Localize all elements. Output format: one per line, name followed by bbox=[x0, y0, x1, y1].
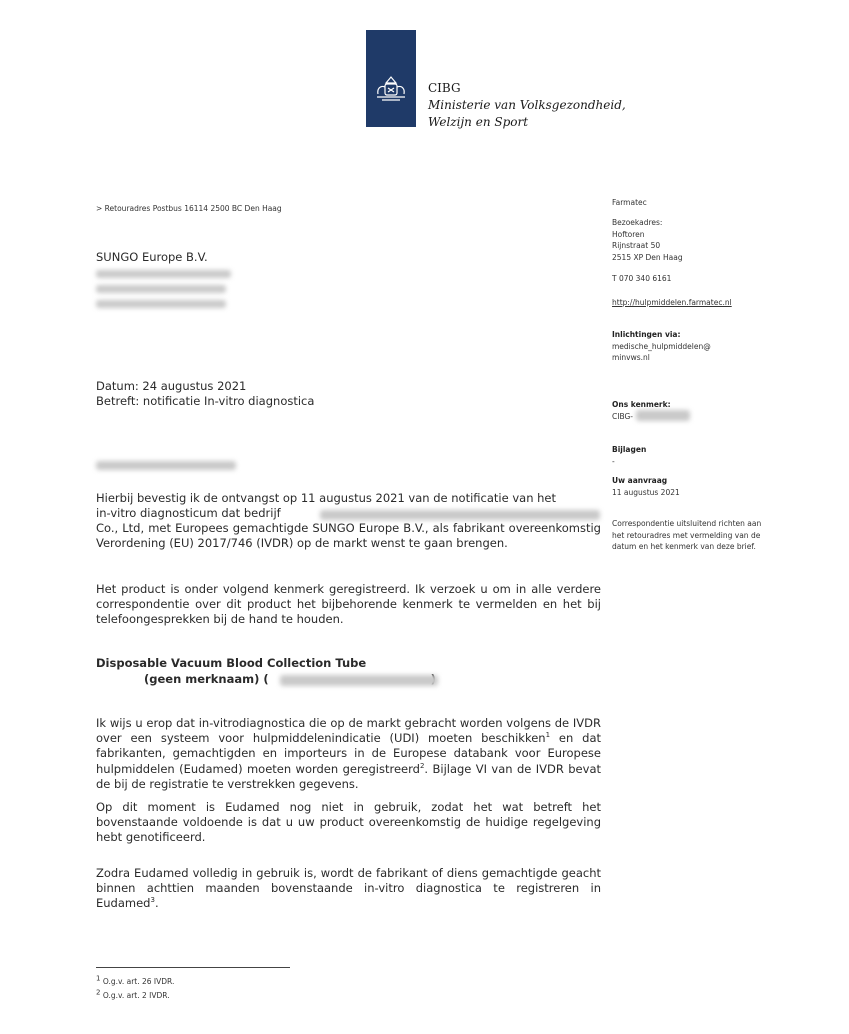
paragraph-3-part1: Ik wijs u erop dat in-vitrodiagnostica die op de markt gebracht worden volgens de IVDR over een systeem voor hulpmiddelenindicatie (UDI) moeten beschikken bbox=[96, 716, 601, 746]
org-name: CIBG bbox=[428, 81, 461, 95]
paragraph-4: Op dit moment is Eudamed nog niet in gebruik, zodat het wat betreft het bovenstaande voldoende is dat u uw product overeenkomstig de huidige regelgeving hebt genotificeerd. bbox=[96, 800, 601, 845]
redacted-recipient-address-1 bbox=[96, 270, 231, 278]
website-link[interactable]: http://hulpmiddelen.farmatec.nl bbox=[612, 298, 732, 307]
email-line1: medische_hulpmiddelen@ bbox=[612, 341, 711, 351]
footnote-ref-3: 3 bbox=[150, 896, 155, 905]
footnote-2 bbox=[96, 988, 170, 1000]
info-label: Inlichtingen via: bbox=[612, 330, 681, 339]
footnote-ref-1: 1 bbox=[545, 731, 551, 740]
ministry-logo bbox=[366, 30, 416, 127]
paragraph-5-part1: Zodra Eudamed volledig in gebruik is, wordt de fabrikant of diens gemachtigde geacht binnen achttien maanden bovenstaande in-vitro diagnostica te registreren in Eudamed bbox=[96, 866, 601, 911]
ministry-line2: Welzijn en Sport bbox=[428, 115, 529, 129]
redacted-recipient-address-3 bbox=[96, 300, 226, 308]
address-line3: 2515 XP Den Haag bbox=[612, 252, 683, 262]
sidebar-website-wrap bbox=[612, 297, 782, 309]
sidebar-note: Correspondentie uitsluitend richten aan het retouradres met vermelding van de datum en het kenmerk van deze brief. bbox=[612, 519, 762, 551]
address-label: Bezoekadres: bbox=[612, 218, 663, 227]
coat-of-arms-icon bbox=[373, 73, 409, 103]
paragraph-1-line2: in-vitro diagnosticum dat bedrijf bbox=[96, 506, 281, 520]
footnote-2-text: O.g.v. art. 2 IVDR. bbox=[100, 991, 170, 1000]
paragraph-3-part3: . Bijlage VI van de IVDR bevat de bij de registratie te verstrekken gegevens. bbox=[96, 761, 601, 791]
recipient-block bbox=[96, 250, 208, 264]
return-address: > Retouradres Postbus 16114 2500 BC Den Haag bbox=[96, 204, 282, 213]
sidebar-address bbox=[612, 217, 762, 263]
letter-subject: Betreft: notificatie In-vitro diagnostica bbox=[96, 394, 315, 408]
request-date: 11 augustus 2021 bbox=[612, 487, 680, 497]
paragraph-1-line1: Hierbij bevestig ik de ontvangst op 11 augustus 2021 van de notificatie van het bbox=[96, 491, 557, 505]
redacted-company-name bbox=[320, 510, 600, 520]
sidebar-dept: Farmatec bbox=[612, 198, 647, 207]
sidebar-request bbox=[612, 475, 762, 498]
redacted-product-reference bbox=[280, 675, 438, 686]
footnote-1-text: O.g.v. art. 26 IVDR. bbox=[100, 977, 175, 986]
sidebar-info bbox=[612, 329, 762, 364]
product-subtitle-prefix: (geen merknaam) ( bbox=[144, 672, 269, 686]
letter-meta bbox=[96, 379, 314, 409]
footnote-ref-2: 2 bbox=[419, 761, 425, 770]
ministry-line1: Ministerie van Volksgezondheid, bbox=[428, 98, 626, 112]
email-line2: minvws.nl bbox=[612, 353, 650, 362]
recipient-name: SUNGO Europe B.V. bbox=[96, 250, 208, 264]
redacted-reference-number bbox=[636, 410, 690, 421]
letter-date: Datum: 24 augustus 2021 bbox=[96, 379, 247, 393]
product-title: Disposable Vacuum Blood Collection Tube bbox=[96, 656, 367, 670]
paragraph-3-part2: en dat fabrikanten, gemachtigden en importeurs in de Europese databank voor Europese hulpmiddelen (Eudamed) moeten worden geregistreerd bbox=[96, 731, 601, 776]
reference-label: Ons kenmerk: bbox=[612, 400, 671, 409]
attachments-value: - bbox=[612, 456, 615, 466]
redacted-salutation bbox=[96, 461, 236, 470]
paragraph-5 bbox=[96, 866, 601, 912]
address-line2: Rijnstraat 50 bbox=[612, 241, 661, 250]
footnote-1-number: 1 bbox=[96, 974, 101, 983]
attachments-label: Bijlagen bbox=[612, 445, 647, 454]
paragraph-5-part2: . bbox=[154, 896, 159, 911]
footnote-1 bbox=[96, 974, 175, 986]
footnote-2-number: 2 bbox=[96, 988, 101, 997]
ministry-name bbox=[428, 80, 626, 131]
paragraph-2: Het product is onder volgend kenmerk geregistreerd. Ik verzoek u om in alle verdere correspondentie over dit product het bijbehorende kenmerk te vermelden en het bij telefoongesprekken bij de hand te houden. bbox=[96, 582, 601, 627]
address-line1: Hoftoren bbox=[612, 229, 645, 239]
reference-prefix: CIBG- bbox=[612, 411, 633, 421]
redacted-recipient-address-2 bbox=[96, 285, 226, 293]
sidebar-phone: T 070 340 6161 bbox=[612, 274, 672, 283]
paragraph-3 bbox=[96, 716, 601, 792]
footnote-divider bbox=[96, 967, 290, 968]
paragraph-1-rest: Co., Ltd, met Europees gemachtigde SUNGO Europe B.V., als fabrikant overeenkomstig Verordening (EU) 2017/746 (IVDR) op de markt wenst te gaan brengen. bbox=[96, 521, 601, 551]
sidebar-attachments bbox=[612, 444, 762, 467]
request-label: Uw aanvraag bbox=[612, 476, 668, 485]
